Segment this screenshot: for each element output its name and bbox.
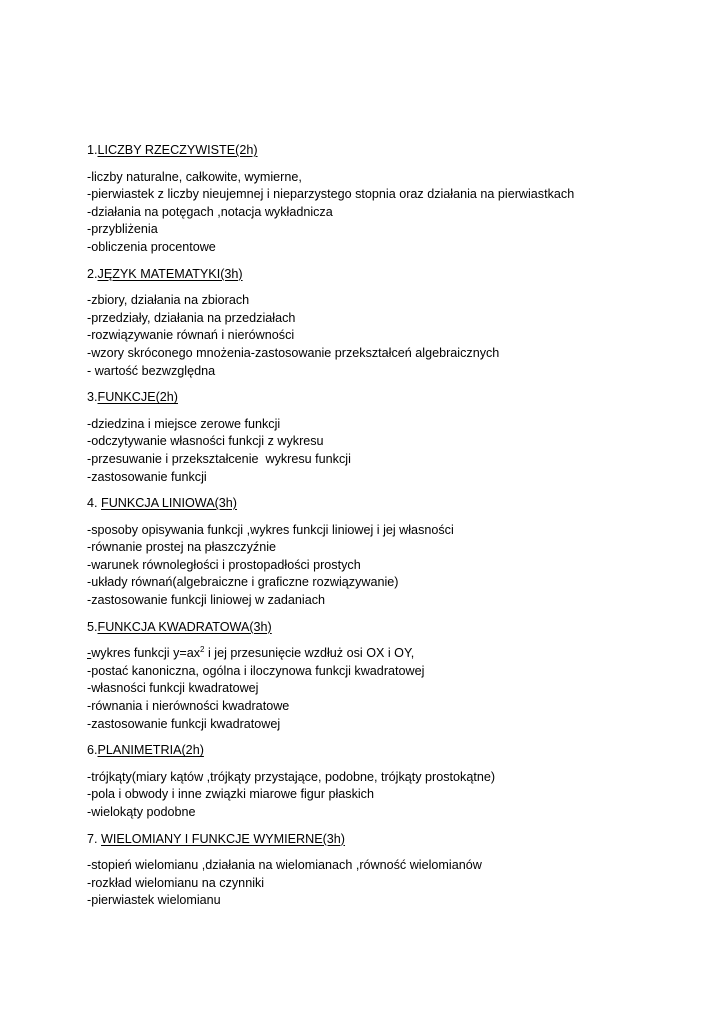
list-item: -odczytywanie własności funkcji z wykresu (87, 434, 324, 449)
list-item: -liczby naturalne, całkowite, wymierne, (87, 169, 302, 184)
list-item-text: i jej przesunięcie wzdłuż osi OX i OY, (204, 646, 415, 661)
section-heading (87, 142, 707, 160)
list-item: -sposoby opisywania funkcji ,wykres funkcji liniowej i jej własności (87, 522, 454, 537)
list-item: -pierwiastek wielomianu (87, 893, 221, 908)
section-funkcje (87, 389, 707, 486)
section-number: 7. (87, 831, 102, 846)
list-item: -zastosowanie funkcji (87, 469, 207, 484)
topic-list (87, 769, 707, 822)
list-item-dash: - (87, 646, 92, 661)
section-title: FUNKCJA LINIOWA(3h) (101, 496, 238, 511)
list-item: -przybliżenia (87, 222, 158, 237)
section-title: WIELOMIANY I FUNKCJE WYMIERNE(3h) (101, 831, 345, 846)
topic-list (87, 645, 707, 733)
list-item: -rozkład wielomianu na czynniki (87, 875, 265, 890)
list-item: -zastosowanie funkcji liniowej w zadaniach (87, 593, 326, 608)
list-item: -trójkąty(miary kątów ,trójkąty przystające, podobne, trójkąty prostokątne) (87, 769, 496, 784)
section-planimetria (87, 742, 707, 821)
list-item: -równania i nierówności kwadratowe (87, 699, 290, 714)
section-title: FUNKCJA KWADRATOWA(3h) (97, 619, 272, 634)
list-item: -stopień wielomianu ,działania na wielomianach ,równość wielomianów (87, 858, 482, 873)
list-item: -przedziały, działania na przedziałach (87, 310, 296, 325)
topic-list (87, 416, 707, 486)
section-number: 2. (87, 266, 98, 281)
list-item: -dziedzina i miejsce zerowe funkcji (87, 416, 281, 431)
list-item: -układy równań(algebraiczne i graficzne rozwiązywanie) (87, 575, 399, 590)
document-page (87, 142, 707, 919)
section-title: PLANIMETRIA(2h) (97, 743, 204, 758)
section-heading (87, 619, 707, 637)
list-item: -działania na potęgach ,notacja wykładnicza (87, 204, 333, 219)
list-item: -warunek równoległości i prostopadłości prostych (87, 557, 361, 572)
section-heading (87, 495, 707, 513)
topic-list (87, 169, 707, 257)
list-item: - wartość bezwzględna (87, 363, 216, 378)
list-item: -zbiory, działania na zbiorach (87, 293, 250, 308)
list-item: -postać kanoniczna, ogólna i iloczynowa funkcji kwadratowej (87, 663, 425, 678)
section-title: LICZBY RZECZYWISTE(2h) (97, 143, 258, 157)
section-heading (87, 389, 707, 407)
list-item: -wielokąty podobne (87, 805, 196, 819)
list-item: -przesuwanie i przekształcenie wykresu funkcji (87, 451, 351, 466)
list-item: -pierwiastek z liczby nieujemnej i nieparzystego stopnia oraz działania na pierwiastkach (87, 187, 575, 202)
section-funkcja-liniowa (87, 495, 707, 610)
section-title: FUNKCJE(2h) (97, 390, 178, 405)
section-number: 4. (87, 496, 102, 511)
list-item (87, 645, 707, 663)
section-jezyk-matematyki (87, 266, 707, 381)
section-title: JĘZYK MATEMATYKI(3h) (97, 266, 243, 281)
list-item: -pola i obwody i inne związki miarowe figur płaskich (87, 787, 374, 802)
list-item: -rozwiązywanie równań i nierówności (87, 328, 295, 343)
section-number: 1. (87, 143, 98, 157)
section-funkcja-kwadratowa (87, 619, 707, 734)
list-item: -obliczenia procentowe (87, 239, 216, 254)
section-number: 6. (87, 743, 98, 758)
list-item-text: wykres funkcji y=ax (91, 646, 201, 661)
section-number: 3. (87, 390, 98, 405)
topic-list (87, 292, 707, 380)
section-heading (87, 266, 707, 284)
list-item: -wzory skróconego mnożenia-zastosowanie przekształceń algebraicznych (87, 345, 500, 360)
exponent: 2 (200, 645, 205, 655)
section-heading (87, 742, 707, 760)
section-wielomiany (87, 831, 707, 910)
list-item: -równanie prostej na płaszczyźnie (87, 540, 276, 555)
list-item: -własności funkcji kwadratowej (87, 681, 259, 696)
topic-list (87, 857, 707, 910)
topic-list (87, 522, 707, 610)
section-heading (87, 831, 707, 849)
section-number: 5. (87, 619, 98, 634)
section-liczby-rzeczywiste (87, 142, 707, 257)
list-item: -zastosowanie funkcji kwadratowej (87, 716, 281, 731)
